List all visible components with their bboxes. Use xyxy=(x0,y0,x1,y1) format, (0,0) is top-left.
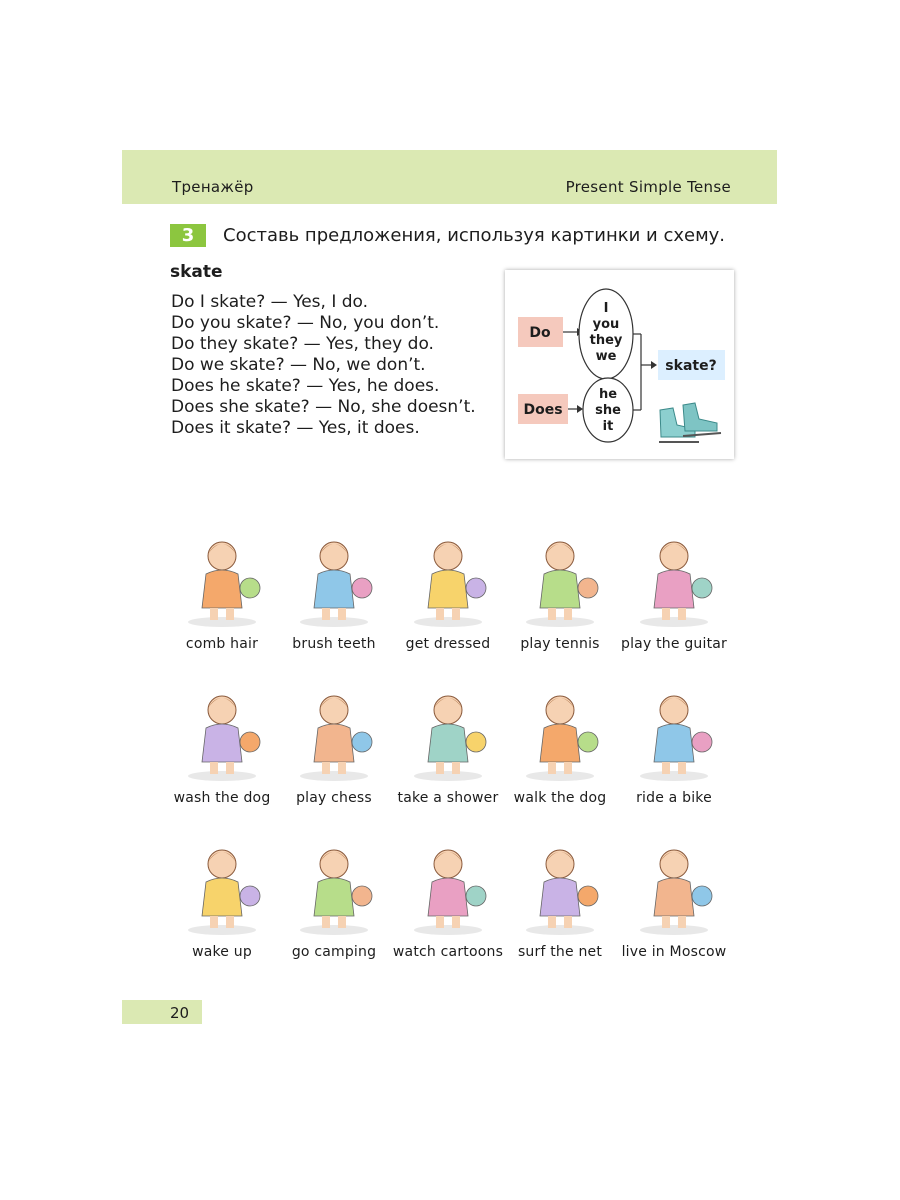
do-label: Do xyxy=(529,325,551,341)
picture-caption: comb hair xyxy=(185,636,259,652)
picture-card xyxy=(614,838,734,960)
pronoun: I xyxy=(603,301,609,316)
picture-caption: surf the net xyxy=(517,944,603,960)
example-dialogue xyxy=(171,292,476,439)
go-camping-icon xyxy=(284,838,384,938)
comb-hair-icon xyxy=(172,530,272,630)
picture-card xyxy=(162,838,282,960)
picture-caption: live in Moscow xyxy=(621,944,727,960)
pronoun: you xyxy=(592,317,620,332)
page-header xyxy=(122,150,777,204)
pronoun: he xyxy=(598,387,618,402)
picture-card xyxy=(500,684,620,806)
picture-caption: ride a bike xyxy=(636,790,712,806)
dialogue-line: Do I skate? — Yes, I do. xyxy=(171,292,369,312)
live-moscow-icon xyxy=(624,838,724,938)
skates-icon xyxy=(659,403,721,442)
picture-card xyxy=(500,838,620,960)
picture-caption: go camping xyxy=(291,944,377,960)
picture-card xyxy=(614,684,734,806)
watch-cartoons-icon xyxy=(398,838,498,938)
picture-caption: walk the dog xyxy=(513,790,607,806)
play-chess-icon xyxy=(284,684,384,784)
play-guitar-icon xyxy=(624,530,724,630)
page-number-bar xyxy=(122,1000,202,1024)
picture-card xyxy=(162,684,282,806)
dialogue-line: Do you skate? — No, you don’t. xyxy=(171,313,440,333)
picture-caption: play the guitar xyxy=(621,636,727,652)
dialogue-line: Do we skate? — No, we don’t. xyxy=(171,355,426,375)
picture-card xyxy=(500,530,620,652)
picture-card xyxy=(274,530,394,652)
picture-card xyxy=(388,530,508,652)
picture-caption: play chess xyxy=(296,790,372,806)
pronoun: they xyxy=(589,333,623,348)
play-tennis-icon xyxy=(510,530,610,630)
picture-card xyxy=(274,684,394,806)
picture-caption: brush teeth xyxy=(292,636,376,652)
picture-caption: watch cartoons xyxy=(392,944,504,960)
dialogue-line: Do they skate? — Yes, they do. xyxy=(171,334,434,354)
dialogue-line: Does it skate? — Yes, it does. xyxy=(171,418,420,438)
task-number-badge: 3 xyxy=(170,224,206,247)
dialogue-line: Does he skate? — Yes, he does. xyxy=(171,376,440,396)
picture-card xyxy=(388,684,508,806)
picture-card xyxy=(274,838,394,960)
picture-card xyxy=(162,530,282,652)
picture-caption: get dressed xyxy=(405,636,491,652)
picture-caption: take a shower xyxy=(397,790,499,806)
picture-card xyxy=(388,838,508,960)
task-instruction: Составь предложения, используя картинки и схему. xyxy=(223,225,726,246)
header-section-title: Тренажёр xyxy=(172,178,254,196)
scheme-diagram xyxy=(505,270,734,459)
pronoun: it xyxy=(602,419,614,434)
ride-bike-icon xyxy=(624,684,724,784)
picture-card xyxy=(614,530,734,652)
wake-up-icon xyxy=(172,838,272,938)
result-label: skate? xyxy=(665,358,717,374)
page-number: 20 xyxy=(170,1004,190,1022)
dialogue-line: Does she skate? — No, she doesn’t. xyxy=(171,397,476,417)
does-label: Does xyxy=(523,402,563,418)
take-shower-icon xyxy=(398,684,498,784)
brush-teeth-icon xyxy=(284,530,384,630)
walk-dog-icon xyxy=(510,684,610,784)
wash-dog-icon xyxy=(172,684,272,784)
get-dressed-icon xyxy=(398,530,498,630)
picture-caption: wash the dog xyxy=(173,790,271,806)
header-topic-title: Present Simple Tense xyxy=(565,178,731,196)
pronoun: we xyxy=(595,349,617,364)
picture-caption: wake up xyxy=(192,944,252,960)
grammar-scheme xyxy=(505,270,734,459)
picture-caption: play tennis xyxy=(520,636,600,652)
pronoun: she xyxy=(595,403,621,418)
example-verb: skate xyxy=(170,262,223,282)
surf-net-icon xyxy=(510,838,610,938)
